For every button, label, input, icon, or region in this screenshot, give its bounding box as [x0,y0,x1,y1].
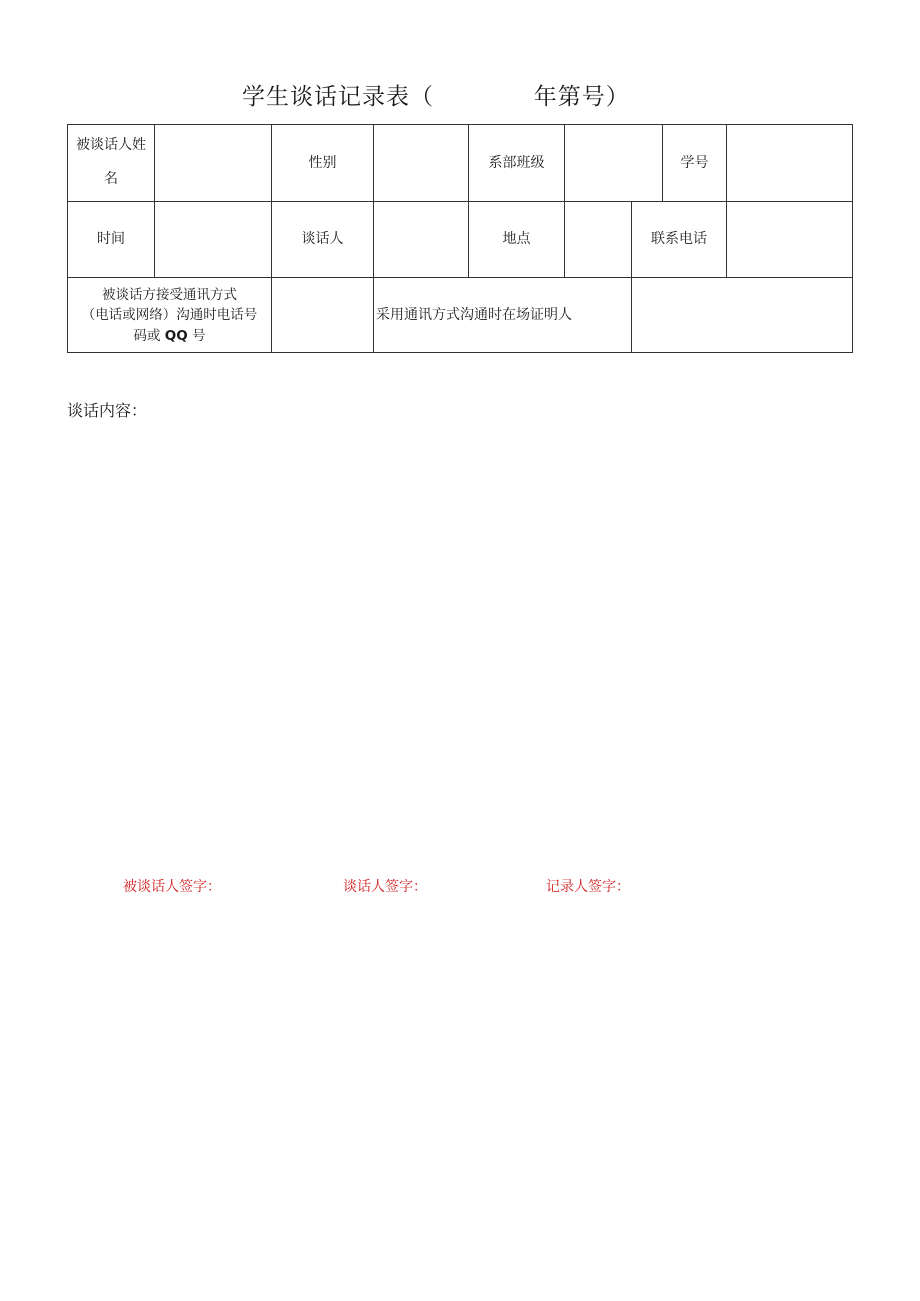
signature-row [0,876,920,896]
location-value-cell[interactable] [565,202,631,277]
contact-method-label-line3-c: 号 [192,327,206,344]
name-value-cell[interactable] [155,125,271,201]
contact-method-label-cell [68,278,271,353]
witness-label-cell [374,278,631,353]
contact-method-label-line1: 被谈话方接受通讯方式 [102,287,237,304]
gender-value-cell[interactable] [374,125,468,201]
contact-method-label-line2: （电话或网络）沟通时电话号 [81,307,258,324]
name-label: 被谈话人姓名 [76,137,146,187]
interviewer-label: 谈话人 [301,231,344,248]
student-id-label-cell [663,125,726,201]
record-form-table [67,124,853,353]
student-id-label: 学号 [680,154,709,171]
phone-label: 联系电话 [651,231,707,248]
interviewer-value-cell[interactable] [374,202,468,277]
conversation-content-label: 谈话内容： [67,401,148,420]
department-value-cell[interactable] [565,125,662,201]
name-label-cell [68,125,154,201]
department-label-cell [469,125,564,201]
gender-label-cell [272,125,373,201]
time-label-cell [68,202,154,277]
time-label: 时间 [97,231,125,248]
interviewer-label-cell [272,202,373,277]
location-label-cell [469,202,564,277]
page-title: 学生谈话记录表（ 年第号） [242,84,630,110]
interviewee-signature-label: 被谈话人签字： [123,879,221,895]
department-label: 系部班级 [488,154,545,171]
location-label: 地点 [502,231,531,248]
phone-label-cell [632,202,726,277]
recorder-signature-label: 记录人签字： [546,879,630,895]
contact-method-label-line3-b: QQ [164,327,188,344]
contact-method-value-cell[interactable] [272,278,373,353]
time-value-cell[interactable] [155,202,271,277]
witness-value-cell[interactable] [632,278,852,353]
contact-method-label-line3 [133,326,205,346]
gender-label: 性别 [308,154,337,171]
phone-value-cell[interactable] [727,202,852,277]
witness-label: 采用通讯方式沟通时在场证明人 [376,307,572,324]
contact-method-label-line3-a: 码或 [133,327,161,344]
student-id-value-cell[interactable] [727,125,852,201]
interviewer-signature-label: 谈话人签字： [343,879,427,895]
